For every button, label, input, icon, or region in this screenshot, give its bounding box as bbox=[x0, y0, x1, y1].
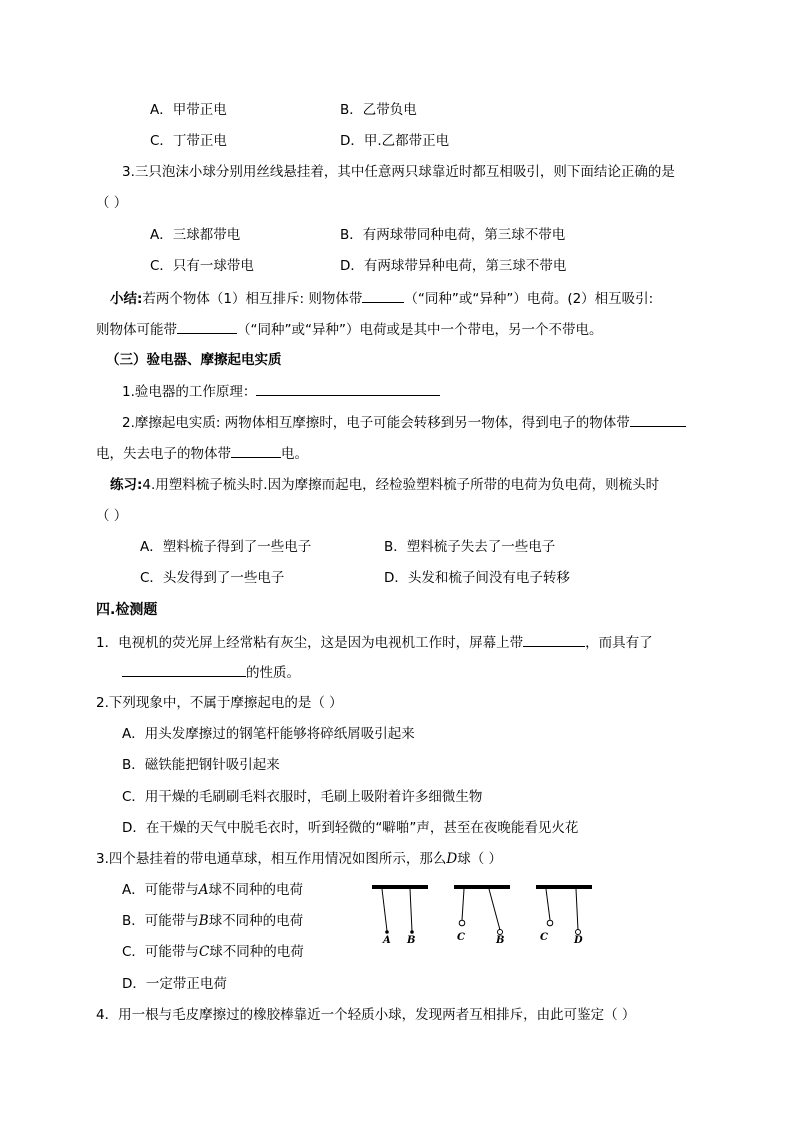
summary-text: 若两个物体（1）相互排斥: 则物体带 bbox=[142, 291, 363, 307]
item-text: 电。 bbox=[281, 446, 308, 462]
option-text: C．可能带与 bbox=[122, 944, 199, 960]
answer-blank[interactable] bbox=[630, 412, 686, 427]
question-3-bracket: （ ） bbox=[96, 195, 128, 211]
option-c: C．丁带正电 bbox=[150, 133, 227, 149]
test-question-4: 4．用一根与毛皮摩擦过的橡胶棒靠近一个轻质小球，发现两者互相排斥，由此可鉴定（ ） bbox=[96, 1007, 636, 1023]
support-bar bbox=[372, 885, 428, 889]
item-text: 电，失去电子的物体带 bbox=[96, 446, 231, 462]
ball bbox=[410, 930, 414, 934]
summary-text: 则物体可能带 bbox=[96, 322, 177, 338]
ball-label: D bbox=[574, 935, 583, 946]
support-bar bbox=[454, 885, 510, 889]
section-heading: 四.检测题 bbox=[96, 602, 158, 618]
option-a bbox=[122, 880, 303, 900]
option-b: B．乙带负电 bbox=[340, 102, 417, 118]
ball-label: C bbox=[457, 932, 465, 943]
question-text: 的性质。 bbox=[246, 665, 300, 681]
section-item-1 bbox=[122, 381, 440, 402]
ball-label: C bbox=[540, 932, 548, 943]
option-c bbox=[122, 942, 304, 962]
variable-d: D bbox=[446, 851, 458, 867]
question-text: 3.四个悬挂着的带电通草球，相互作用情况如图所示，那么 bbox=[96, 851, 447, 867]
variable-b: B bbox=[198, 913, 209, 929]
ball-label: A bbox=[383, 935, 391, 946]
answer-blank[interactable] bbox=[523, 632, 585, 647]
thread bbox=[382, 889, 387, 931]
ball bbox=[459, 920, 465, 926]
section-heading: （三）验电器、摩擦起电实质 bbox=[106, 352, 282, 368]
pith-balls-figure bbox=[365, 880, 605, 950]
option-d: D．在干燥的天气中脱毛衣时，听到轻微的“噼啪”声，甚至在夜晚能看见火花 bbox=[122, 820, 579, 836]
option-c: C．用干燥的毛刷刷毛料衣服时，毛刷上吸附着许多细微生物 bbox=[122, 789, 483, 805]
option-d: D．有两球带异种电荷，第三球不带电 bbox=[340, 258, 567, 274]
thread bbox=[576, 889, 578, 930]
option-b: B．磁铁能把钢针吸引起来 bbox=[122, 757, 280, 773]
question-text: 1．电视机的荧光屏上经常粘有灰尘，这是因为电视机工作时，屏幕上带 bbox=[96, 635, 524, 651]
item-text: 2.摩擦起电实质: 两物体相互摩擦时，电子可能会转移到另一物体，得到电子的物体带 bbox=[122, 415, 630, 431]
option-text: 球不同种的电荷 bbox=[208, 913, 304, 929]
ball-label: B bbox=[496, 935, 505, 946]
thread bbox=[462, 889, 464, 920]
option-a: A．甲带正电 bbox=[150, 102, 227, 118]
option-b: B．塑料梳子失去了一些电子 bbox=[384, 539, 556, 555]
thread bbox=[489, 889, 500, 930]
option-text: 球不同种的电荷 bbox=[209, 944, 304, 960]
test-question-1-cont bbox=[122, 662, 300, 683]
question-text: ，而具有了 bbox=[585, 635, 653, 651]
thread bbox=[410, 889, 412, 931]
option-a: A．用头发摩擦过的钢笔杆能够将碎纸屑吸引起来 bbox=[122, 726, 415, 742]
test-question-1 bbox=[96, 632, 653, 653]
option-d: D．甲.乙都带正电 bbox=[340, 133, 450, 149]
summary-line-2 bbox=[96, 319, 602, 340]
variable-a: A bbox=[198, 882, 209, 898]
option-c: C．只有一球带电 bbox=[150, 258, 254, 274]
test-question-2-stem: 2.下列现象中，不属于摩擦起电的是（ ） bbox=[96, 695, 343, 711]
ball bbox=[385, 930, 389, 934]
ball bbox=[547, 920, 553, 926]
summary-text: （“同种”或“异种”）电荷。(2）相互吸引: bbox=[404, 291, 654, 307]
option-text: B．可能带与 bbox=[122, 913, 199, 929]
option-b bbox=[122, 911, 303, 931]
summary-line-1 bbox=[110, 288, 653, 309]
summary-text: （“同种”或“异种”）电荷或是其中一个带电，另一个不带电。 bbox=[237, 322, 603, 338]
practice-bracket: （ ） bbox=[96, 508, 128, 524]
practice-stem bbox=[110, 475, 659, 495]
answer-blank[interactable] bbox=[362, 288, 404, 303]
thread bbox=[546, 889, 550, 920]
question-3-stem: 3.三只泡沫小球分别用丝线悬挂着，其中任意两只球靠近时都互相吸引，则下面结论正确的是 bbox=[122, 164, 675, 180]
option-a: A．三球都带电 bbox=[150, 227, 241, 243]
ball-label: B bbox=[407, 935, 416, 946]
question-text: 球（ ） bbox=[457, 851, 503, 867]
option-d: D．头发和梳子间没有电子转移 bbox=[384, 570, 570, 586]
section-item-2 bbox=[122, 412, 686, 433]
option-d: D．一定带正电荷 bbox=[122, 976, 227, 992]
option-b: B．有两球带同种电荷，第三球不带电 bbox=[340, 227, 566, 243]
answer-blank[interactable] bbox=[177, 319, 237, 334]
option-a: A．塑料梳子得到了一些电子 bbox=[140, 539, 312, 555]
practice-text: 4.用塑料梳子梳头时.因为摩擦而起电，经检验塑料梳子所带的电荷为负电荷，则梳头时 bbox=[142, 477, 660, 493]
section-item-2-cont bbox=[96, 443, 308, 464]
answer-blank[interactable] bbox=[122, 662, 246, 677]
summary-label: 小结: bbox=[110, 291, 143, 307]
option-c: C．头发得到了一些电子 bbox=[140, 570, 285, 586]
practice-label: 练习: bbox=[110, 477, 143, 493]
variable-c: C bbox=[198, 944, 210, 960]
ball bbox=[498, 930, 503, 935]
answer-blank[interactable] bbox=[256, 381, 440, 396]
option-text: 球不同种的电荷 bbox=[208, 882, 303, 898]
item-text: 1.验电器的工作原理： bbox=[122, 384, 257, 400]
support-bar bbox=[536, 885, 592, 889]
option-text: A．可能带与 bbox=[122, 882, 199, 898]
test-question-3-stem bbox=[96, 849, 502, 869]
answer-blank[interactable] bbox=[231, 443, 281, 458]
ball bbox=[576, 930, 581, 935]
